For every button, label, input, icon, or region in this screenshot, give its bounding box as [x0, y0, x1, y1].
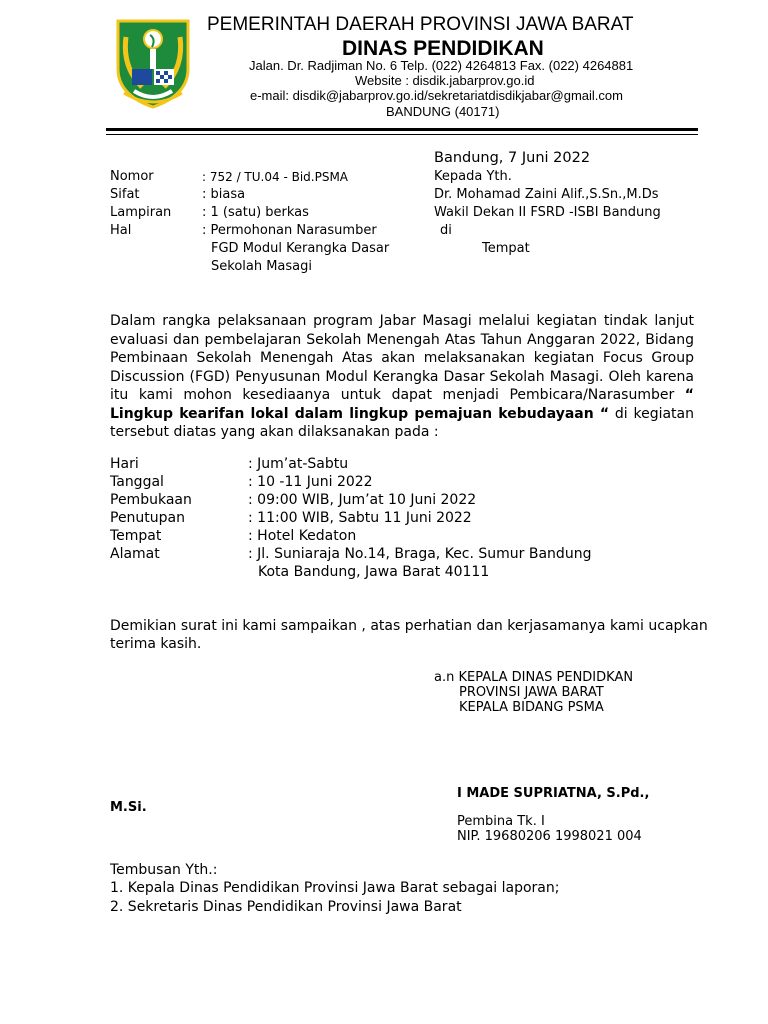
recipient-kepada: Kepada Yth. [434, 169, 512, 184]
schedule-label-tempat: Tempat [110, 528, 162, 544]
schedule-label-hari: Hari [110, 456, 139, 472]
header-rule-thick [106, 128, 698, 131]
tembusan-title: Tembusan Yth.: [110, 862, 218, 878]
schedule-value-tempat: : Hotel Kedaton [248, 528, 357, 544]
field-value-sifat: : biasa [202, 187, 246, 202]
body-paragraph [110, 312, 694, 442]
header-rule-thin [106, 134, 698, 135]
signature-degree: M.Si. [110, 800, 147, 815]
kop-email: e-mail: disdik@jabarprov.go.id/sekretariatdisdikjabar@gmail.com [250, 88, 623, 103]
kop-city: BANDUNG (40171) [386, 104, 500, 119]
signature-nip: NIP. 19680206 1998021 004 [457, 829, 642, 844]
body-topic: “ Lingkup kearifan lokal dalam lingkup pemajuan kebudayaan “ [110, 387, 694, 422]
field-value-hal-line3: Sekolah Masagi [211, 259, 313, 274]
signature-province: PROVINSI JAWA BARAT [459, 685, 604, 700]
kop-government: PEMERINTAH DAERAH PROVINSI JAWA BARAT [207, 14, 634, 35]
field-label-lampiran: Lampiran [110, 205, 172, 220]
field-label-hal: Hal [110, 223, 132, 238]
schedule-value-alamat-line2: Kota Bandung, Jawa Barat 40111 [258, 564, 490, 580]
letter-date: Bandung, 7 Juni 2022 [434, 150, 591, 166]
tembusan-item: 2. Sekretaris Dinas Pendidikan Provinsi Jawa Barat [110, 899, 462, 915]
schedule-value-pembukaan: : 09:00 WIB, Jum’at 10 Juni 2022 [248, 492, 477, 508]
signature-an: a.n KEPALA DINAS PENDIDKAN [434, 670, 634, 685]
field-value-nomor: : 752 / TU.04 - Bid.PSMA [202, 170, 349, 184]
schedule-label-pembukaan: Pembukaan [110, 492, 192, 508]
recipient-tempat: Tempat [482, 241, 530, 256]
schedule-value-tanggal: : 10 -11 Juni 2022 [248, 474, 373, 490]
recipient-di: di [440, 223, 452, 238]
tembusan-item: 1. Kepala Dinas Pendidikan Provinsi Jawa Barat sebagai laporan; [110, 880, 560, 896]
recipient-name: Dr. Mohamad Zaini Alif.,S.Sn.,M.Ds [434, 187, 659, 202]
closing-line1: Demikian surat ini kami sampaikan , atas perhatian dan kerjasamanya kami ucapkan [110, 618, 708, 634]
body-text-outro: di kegiatan tersebut diatas yang akan dilaksanakan pada : [110, 405, 694, 440]
signature-rank: Pembina Tk. I [457, 814, 545, 829]
field-label-nomor: Nomor [110, 169, 154, 184]
field-value-hal: : Permohonan Narasumber [202, 223, 377, 238]
closing-line2: terima kasih. [110, 636, 202, 652]
field-value-hal-line2: FGD Modul Kerangka Dasar [211, 241, 390, 256]
schedule-value-hari: : Jum’at-Sabtu [248, 456, 349, 472]
field-value-lampiran: : 1 (satu) berkas [202, 205, 309, 220]
schedule-value-alamat: : Jl. Suniaraja No.14, Braga, Kec. Sumur Bandung [248, 546, 592, 562]
field-label-sifat: Sifat [110, 187, 140, 202]
kop-office: DINAS PENDIDIKAN [342, 37, 544, 60]
signature-title: KEPALA BIDANG PSMA [459, 700, 604, 715]
schedule-label-tanggal: Tanggal [110, 474, 164, 490]
body-text-intro: Dalam rangka pelaksanaan program Jabar Masagi melalui kegiatan tindak lanjut evaluasi dan pembelajaran Sekolah Menengah Atas Tahun Anggaran 2022, Bidang Pembinaan Sekolah Menengah Atas akan melaksanakan kegiatan Focus Group Discussion (FGD) Penyusunan Modul Kerangka Dasar Sekolah Masagi. Oleh karena itu kami mohon kesediaanya untuk dapat menjadi Pembicara/Narasumber [110, 313, 694, 403]
signature-name: I MADE SUPRIATNA, S.Pd., [457, 786, 650, 801]
schedule-value-penutupan: : 11:00 WIB, Sabtu 11 Juni 2022 [248, 510, 472, 526]
recipient-position: Wakil Dekan II FSRD -ISBI Bandung [434, 205, 661, 220]
schedule-label-alamat: Alamat [110, 546, 160, 562]
schedule-label-penutupan: Penutupan [110, 510, 186, 526]
jawa-barat-emblem-icon [112, 17, 194, 109]
kop-address: Jalan. Dr. Radjiman No. 6 Telp. (022) 4264813 Fax. (022) 4264881 [249, 58, 634, 73]
kop-website: Website : disdik.jabarprov.go.id [355, 73, 535, 88]
